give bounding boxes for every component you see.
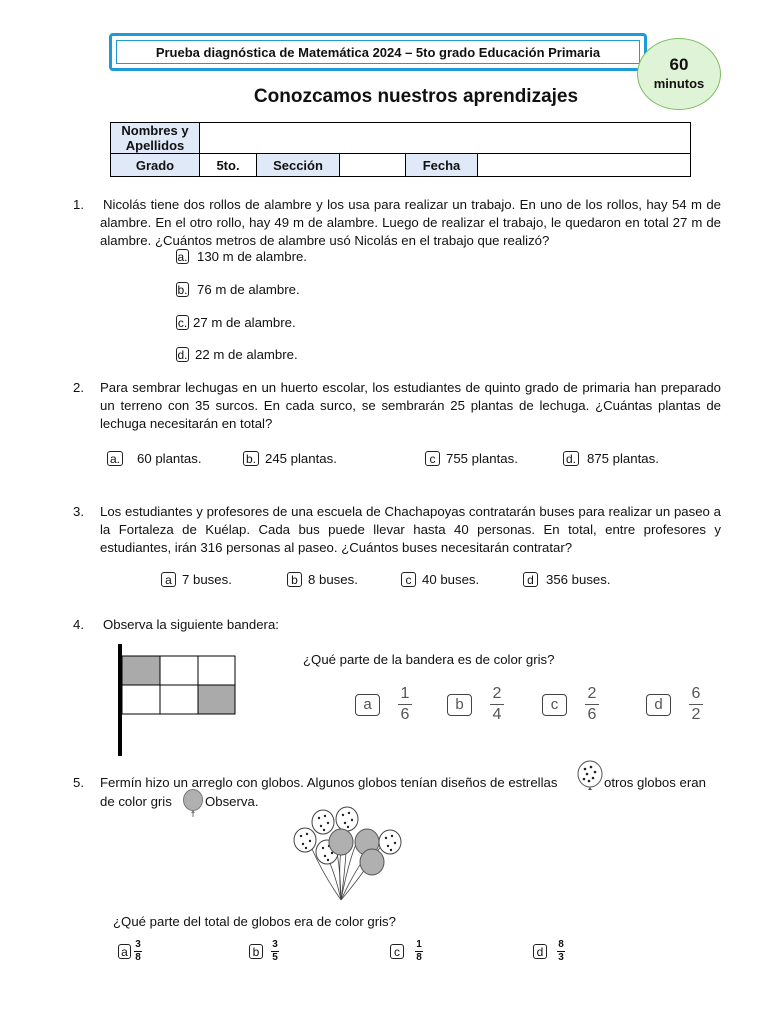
q5-option-c-letter: c — [390, 944, 404, 959]
q4-option-d-denominator: 2 — [691, 706, 701, 723]
date-field[interactable] — [478, 154, 691, 177]
time-badge-unit: minutos — [653, 76, 705, 91]
q4-option-b-numerator: 2 — [492, 685, 502, 702]
q1-option-b[interactable] — [176, 282, 300, 297]
flag-figure — [114, 644, 240, 756]
q2-option-b[interactable] — [243, 451, 337, 466]
balloon-bouquet — [288, 804, 406, 908]
q4-option-c-numerator: 2 — [587, 685, 597, 702]
time-badge-number: 60 — [669, 55, 689, 74]
q5-option-a-numerator: 3 — [135, 939, 141, 950]
q5-option-b[interactable] — [249, 940, 279, 963]
q1-option-d[interactable] — [176, 347, 298, 362]
q5-option-d-fraction — [557, 940, 565, 963]
q4-option-a[interactable] — [355, 686, 412, 723]
q5-option-b-fraction — [271, 940, 279, 963]
q2-option-b-text: 245 plantas. — [265, 451, 337, 466]
q3-option-a[interactable] — [161, 572, 232, 587]
q2-option-c-letter: c — [425, 451, 440, 466]
question-1-number: 1. — [73, 197, 84, 212]
q4-option-a-letter: a — [355, 694, 380, 716]
q5-option-d-numerator: 8 — [558, 939, 564, 950]
q5-option-d[interactable] — [533, 940, 565, 963]
q4-option-a-numerator: 1 — [400, 685, 410, 702]
q4-option-c-fraction — [585, 686, 599, 723]
q4-option-d[interactable] — [646, 686, 703, 723]
q2-option-a-letter: a. — [107, 451, 123, 466]
q4-option-a-denominator: 6 — [400, 706, 410, 723]
question-2-text: Para sembrar lechugas en un huerto escolar, los estudiantes de quinto grado de primaria han preparado un terreno con 35 surcos. En cada surco, se sembrarán 25 plantas de lechuga. ¿Cuántas plantas de lechuga necesitarán en total? — [100, 380, 721, 431]
q4-option-b[interactable] — [447, 686, 504, 723]
q1-option-c-letter: c. — [177, 315, 188, 330]
q4-option-d-fraction — [689, 686, 703, 723]
date-label: Fecha — [406, 154, 478, 177]
gray-balloon-icon — [182, 789, 204, 817]
q1-option-a-letter: a. — [177, 249, 188, 264]
grade-value: 5to. — [200, 154, 257, 177]
balloon-gray-group — [329, 829, 384, 875]
q5-option-a-denominator: 8 — [135, 952, 141, 963]
q2-option-a-text: 60 plantas. — [137, 451, 202, 466]
q3-option-b-letter: b — [287, 572, 302, 587]
q3-option-b-text: 8 buses. — [308, 572, 358, 587]
question-5-text-part1: Fermín hizo un arreglo con globos. Algunos globos tenían diseños de estrellas — [100, 775, 558, 790]
question-4-prompt: ¿Qué parte de la bandera es de color gris? — [303, 652, 555, 667]
header-title-box — [109, 33, 647, 71]
question-2-number: 2. — [73, 380, 84, 395]
flag-cell-gray — [122, 656, 160, 685]
q1-option-d-text: 22 m de alambre. — [195, 347, 298, 362]
q1-option-c-text: 27 m de alambre. — [193, 315, 296, 330]
q5-option-d-letter: d — [533, 944, 547, 959]
q5-option-a-letter: a — [118, 944, 131, 959]
question-3-text: Los estudiantes y profesores de una escuela de Chachapoyas contratarán buses para realizar un paseo a la Fortaleza de Kuélap. Cada bus puede llevar hasta 40 personas. En total, entre profesores y estudiantes, irán 316 personas al paseo. ¿Cuántos buses necesitarán contratar? — [100, 504, 721, 555]
q2-option-a[interactable] — [107, 451, 202, 466]
student-info-table — [110, 122, 691, 177]
q4-option-b-fraction — [490, 686, 504, 723]
q4-option-d-letter: d — [646, 694, 671, 716]
q1-option-c[interactable] — [176, 315, 296, 330]
q4-option-b-letter: b — [447, 694, 472, 716]
dotted-balloon-icon — [576, 760, 604, 794]
q4-option-b-denominator: 4 — [492, 706, 502, 723]
header-title: Prueba diagnóstica de Matemática 2024 – 5to grado Educación Primaria — [116, 40, 640, 64]
name-field[interactable] — [200, 123, 691, 154]
question-5-number: 5. — [73, 775, 84, 790]
q5-option-b-denominator: 5 — [272, 952, 278, 963]
question-5-text-part3: de color gris — [100, 794, 172, 809]
q3-option-b[interactable] — [287, 572, 358, 587]
q4-option-c[interactable] — [542, 686, 599, 723]
q5-option-c-fraction — [415, 940, 423, 963]
q4-option-a-fraction — [398, 686, 412, 723]
q3-option-c-text: 40 buses. — [422, 572, 480, 587]
q2-option-c-text: 755 plantas. — [446, 451, 518, 466]
grade-label: Grado — [111, 154, 200, 177]
q2-option-c[interactable] — [425, 451, 518, 466]
flag-cell-gray — [198, 685, 235, 714]
question-3-number: 3. — [73, 504, 84, 519]
q2-option-d[interactable] — [563, 451, 659, 466]
q3-option-c-letter: c — [401, 572, 416, 587]
page-title: Conozcamos nuestros aprendizajes — [253, 86, 579, 107]
q3-option-a-letter: a — [161, 572, 176, 587]
q3-option-a-text: 7 buses. — [182, 572, 232, 587]
question-4-text: Observa la siguiente bandera: — [103, 617, 279, 632]
q2-option-d-letter: d. — [563, 451, 579, 466]
q3-option-d-text: 356 buses. — [546, 572, 611, 587]
q2-option-b-letter: b. — [243, 451, 259, 466]
q4-option-c-letter: c — [542, 694, 567, 716]
question-4-number: 4. — [73, 617, 84, 632]
q1-option-b-text: 76 m de alambre. — [197, 282, 300, 297]
flag-cell-white — [160, 656, 198, 685]
section-label: Sección — [257, 154, 340, 177]
flag-cell-white — [198, 656, 235, 685]
q5-option-c[interactable] — [390, 940, 423, 963]
q4-option-d-numerator: 6 — [691, 685, 701, 702]
q1-option-a[interactable] — [176, 249, 307, 264]
flag-cell-white — [122, 685, 160, 714]
q3-option-c[interactable] — [401, 572, 479, 587]
section-field[interactable] — [340, 154, 406, 177]
q5-option-d-denominator: 3 — [558, 952, 564, 963]
q4-option-c-denominator: 6 — [587, 706, 597, 723]
flag-pole — [118, 644, 122, 756]
q1-option-b-letter: b. — [177, 282, 188, 297]
q2-option-d-text: 875 plantas. — [587, 451, 659, 466]
q5-option-b-numerator: 3 — [272, 939, 278, 950]
q5-option-b-letter: b — [249, 944, 263, 959]
q5-option-a-fraction — [134, 940, 142, 963]
q5-option-c-numerator: 1 — [416, 939, 422, 950]
q5-option-a[interactable] — [118, 940, 142, 963]
q1-option-d-letter: d. — [177, 347, 188, 362]
question-1-text: Nicolás tiene dos rollos de alambre y los usa para realizar un trabajo. En uno de los rollos, hay 54 m de alambre. En el otro rollo, hay 49 m de alambre. Luego de realizar el trabajo, le quedaron en total 27 m de alambre. ¿Cuántos metros de alambre usó Nicolás en el trabajo que realizó? — [100, 197, 721, 248]
q3-option-d[interactable] — [523, 572, 611, 587]
q1-option-a-text: 130 m de alambre. — [197, 249, 307, 264]
flag-cell-white — [160, 685, 198, 714]
question-5-text-part2: otros globos eran — [604, 775, 706, 790]
question-5-prompt: ¿Qué parte del total de globos era de color gris? — [113, 914, 396, 929]
q5-option-c-denominator: 8 — [416, 952, 422, 963]
q3-option-d-letter: d — [523, 572, 538, 587]
question-5-text-part4: Observa. — [205, 794, 259, 809]
name-label: Nombres y Apellidos — [111, 123, 200, 154]
